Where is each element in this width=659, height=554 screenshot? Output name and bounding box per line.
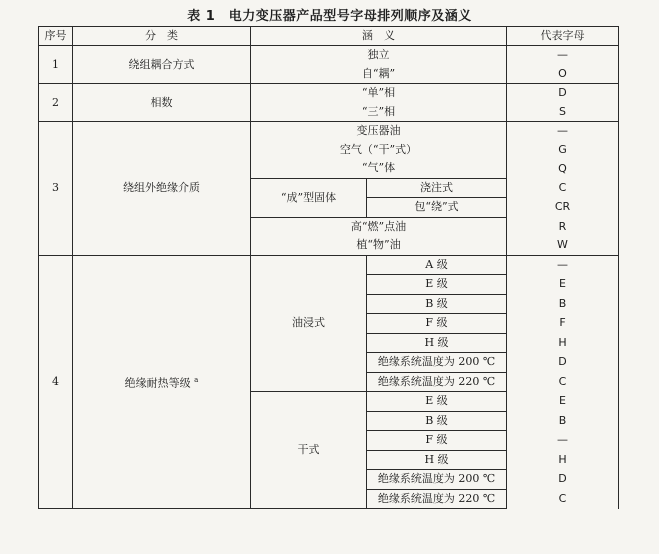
group-category: 相数 bbox=[73, 84, 251, 122]
item-code: D bbox=[507, 84, 619, 103]
sub-category: “成”型固体 bbox=[251, 178, 367, 217]
item-meaning: 变压器油 bbox=[251, 122, 507, 141]
item-meaning: 绝缘系统温度为 220 ℃ bbox=[367, 489, 507, 509]
designation-table bbox=[38, 26, 619, 509]
item-code: E bbox=[507, 392, 619, 412]
table-row bbox=[39, 122, 619, 141]
header-code: 代表字母 bbox=[507, 27, 619, 46]
group-category bbox=[73, 255, 251, 509]
item-code: S bbox=[507, 103, 619, 122]
footnote-marker: a bbox=[194, 375, 199, 384]
item-code: C bbox=[507, 372, 619, 392]
item-meaning: 独立 bbox=[251, 46, 507, 65]
header-row bbox=[39, 27, 619, 46]
item-meaning: 绝缘系统温度为 200 ℃ bbox=[367, 470, 507, 490]
group-seq: 2 bbox=[39, 84, 73, 122]
group-seq: 4 bbox=[39, 255, 73, 509]
item-meaning: F 级 bbox=[367, 431, 507, 451]
item-code: B bbox=[507, 411, 619, 431]
item-code: D bbox=[507, 470, 619, 490]
table-row bbox=[39, 84, 619, 103]
group-category: 绕组外绝缘介质 bbox=[73, 122, 251, 256]
table-row bbox=[39, 46, 619, 65]
item-meaning: 高“燃”点油 bbox=[251, 217, 507, 236]
item-meaning: 自“耦” bbox=[251, 65, 507, 84]
item-code: — bbox=[507, 431, 619, 451]
item-code: D bbox=[507, 353, 619, 373]
item-code: G bbox=[507, 141, 619, 160]
item-meaning: B 级 bbox=[367, 294, 507, 314]
item-meaning: A 级 bbox=[367, 255, 507, 275]
item-meaning: H 级 bbox=[367, 333, 507, 353]
item-meaning: 空气（“干”式） bbox=[251, 141, 507, 160]
header-meaning: 涵 义 bbox=[251, 27, 507, 46]
header-category: 分 类 bbox=[73, 27, 251, 46]
sub-category: 干式 bbox=[251, 392, 367, 509]
item-code: B bbox=[507, 294, 619, 314]
item-meaning: 包“绕”式 bbox=[367, 198, 507, 218]
group-seq: 3 bbox=[39, 122, 73, 256]
item-code: F bbox=[507, 314, 619, 334]
item-code: — bbox=[507, 46, 619, 65]
item-meaning: F 级 bbox=[367, 314, 507, 334]
item-code: O bbox=[507, 65, 619, 84]
sub-category: 油浸式 bbox=[251, 255, 367, 392]
item-code: — bbox=[507, 122, 619, 141]
item-meaning: 绝缘系统温度为 220 ℃ bbox=[367, 372, 507, 392]
item-meaning: “气”体 bbox=[251, 159, 507, 178]
item-code: Q bbox=[507, 159, 619, 178]
item-meaning: “三”相 bbox=[251, 103, 507, 122]
item-code: W bbox=[507, 236, 619, 255]
table-title: 表 1 电力变压器产品型号字母排列顺序及涵义 bbox=[187, 9, 472, 24]
header-seq: 序号 bbox=[39, 27, 73, 46]
item-meaning: 植“物”油 bbox=[251, 236, 507, 255]
item-code: E bbox=[507, 275, 619, 295]
item-code: — bbox=[507, 255, 619, 275]
item-code: R bbox=[507, 217, 619, 236]
item-meaning: H 级 bbox=[367, 450, 507, 470]
item-code: H bbox=[507, 333, 619, 353]
group-category: 绕组耦合方式 bbox=[73, 46, 251, 84]
item-meaning: E 级 bbox=[367, 392, 507, 412]
item-code: CR bbox=[507, 198, 619, 218]
item-meaning: 绝缘系统温度为 200 ℃ bbox=[367, 353, 507, 373]
item-meaning: B 级 bbox=[367, 411, 507, 431]
item-meaning: “单”相 bbox=[251, 84, 507, 103]
table-row bbox=[39, 255, 619, 275]
item-code: H bbox=[507, 450, 619, 470]
item-meaning: 浇注式 bbox=[367, 178, 507, 198]
item-code: C bbox=[507, 178, 619, 198]
item-code: C bbox=[507, 489, 619, 509]
item-meaning: E 级 bbox=[367, 275, 507, 295]
group-category-text: 绝缘耐热等级 bbox=[124, 376, 191, 390]
group-seq: 1 bbox=[39, 46, 73, 84]
